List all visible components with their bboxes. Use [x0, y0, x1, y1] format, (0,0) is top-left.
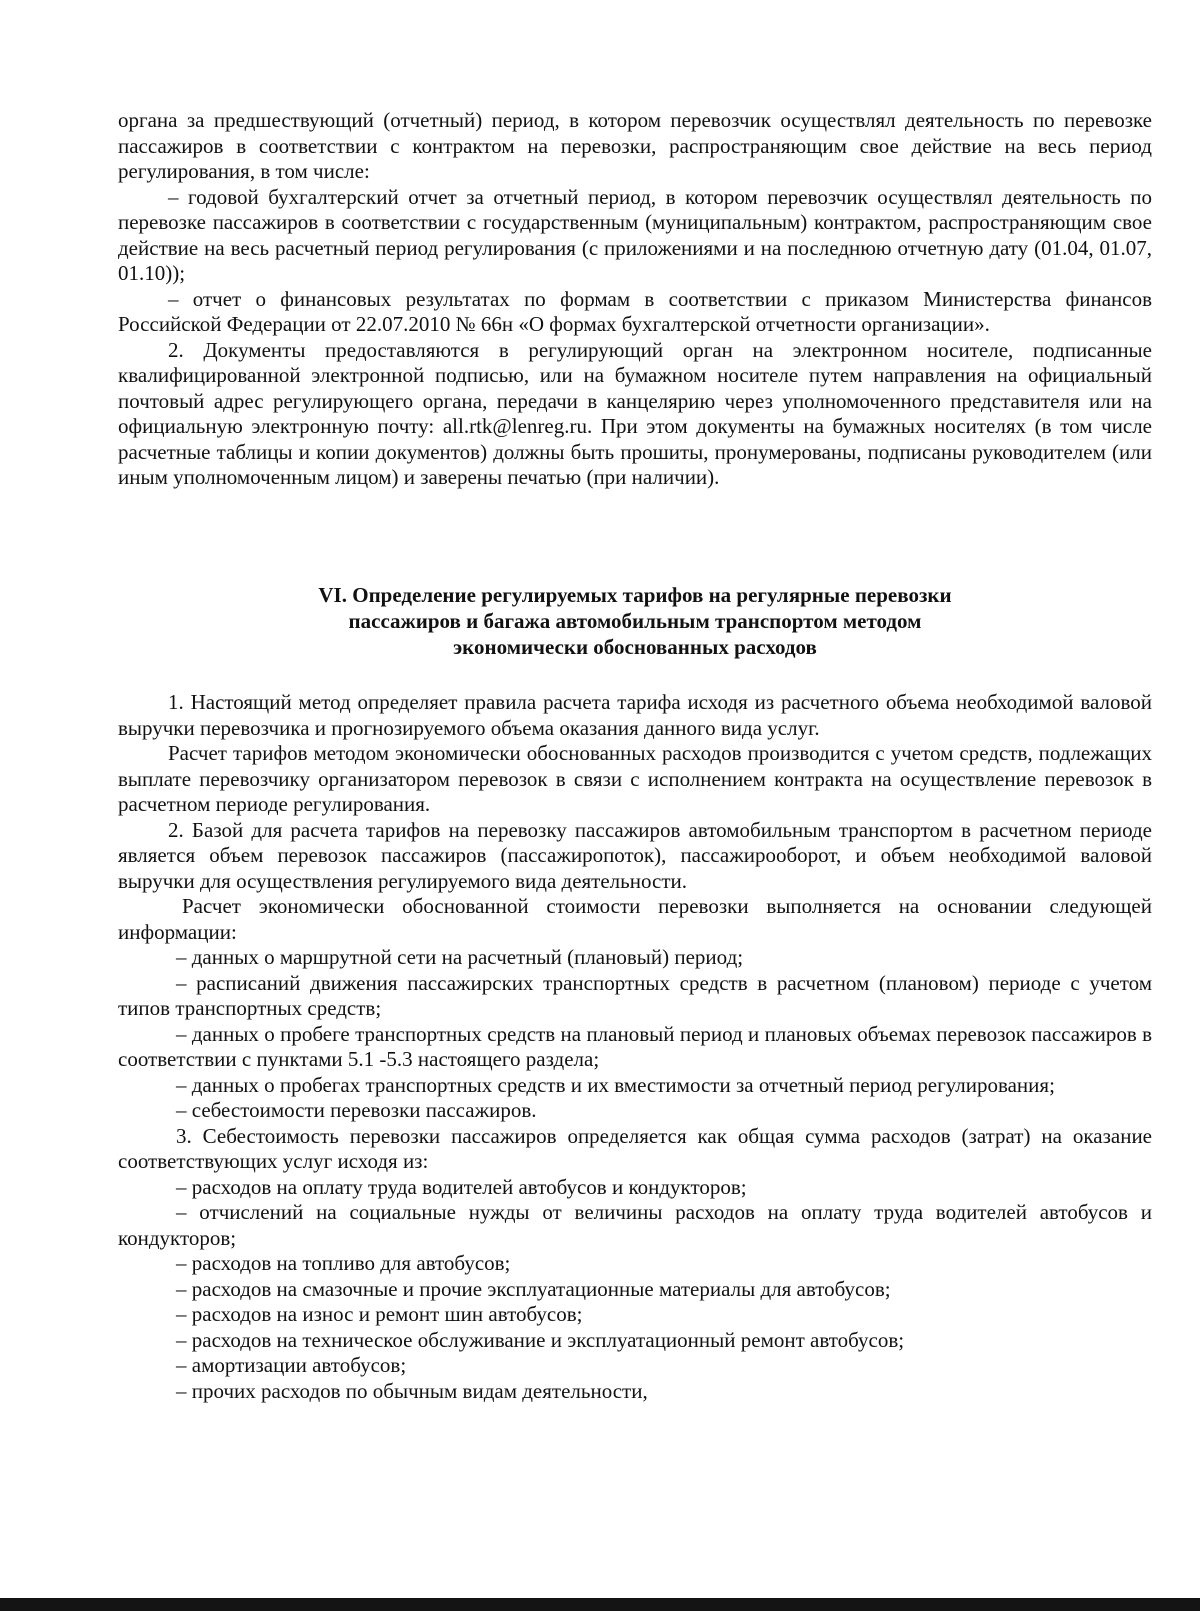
paragraph-document-submission: 2. Документы предоставляются в регулирующий орган на электронном носителе, подписанные квалифицированной электронной подписью, или на бумажном носителе путем направления на официальный почтовый адрес регулирующего органа, передачи в канцелярию через уполномоченного представителя или на официальную электронную почту: all.rtk@lenreg.ru. При этом документы на бумажных носителях (в том числе расчетные таблицы и копии документов) должны быть прошиты, пронумерованы, подписаны руководителем (или иным уполномоченным лицом) и заверены печатью (при наличии). — [118, 337, 1152, 489]
list-item-planned-mileage: – данных о пробеге транспортных средств на плановый период и плановых объемах перевозок пассажиров в соответствии с пунктами 5.1 -5.3 настоящего раздела; — [118, 1021, 1152, 1071]
list-item-depreciation: – амортизации автобусов; — [176, 1353, 407, 1377]
list-item-reported-mileage: – данных о пробегах транспортных средств и их вместимости за отчетный период регулирования; — [176, 1072, 1055, 1097]
paragraph-cost-information: Расчет экономически обоснованной стоимости перевозки выполняется на основании следующей информации: — [118, 894, 1152, 944]
list-item-fuel: – расходов на топливо для автобусов; — [176, 1251, 511, 1275]
paragraph-annual-report: – годовой бухгалтерский отчет за отчетный период, в котором перевозчик осуществлял деятельность по перевозке пассажиров в соответствии с государственным (муниципальным) контрактом, распространяющим свое действие на весь расчетный период регулирования (с приложениями и на последнюю отчетную дату (01.04, 01.07, 01.10)); — [118, 184, 1152, 285]
list-item-schedules: – расписаний движения пассажирских транспортных средств в расчетном (плановом) периоде с учетом типов транспортных средств; — [118, 970, 1152, 1020]
paragraph-method-definition: 1. Настоящий метод определяет правила расчета тарифа исходя из расчетного объема необходимой валовой выручки перевозчика и прогнозируемого объема оказания данного вида услуг. — [118, 690, 1152, 740]
list-item-lubricants: – расходов на смазочные и прочие эксплуатационные материалы для автобусов; — [176, 1276, 891, 1301]
section-heading-line-1: VI. Определение регулируемых тарифов на регулярные перевозки — [318, 583, 952, 607]
list-item-route-network: – данных о маршрутной сети на расчетный (плановый) период; — [176, 945, 744, 969]
section-heading — [118, 582, 1152, 660]
top-text-block — [118, 108, 1152, 491]
section-heading-line-3: экономически обоснованных расходов — [453, 635, 817, 659]
section-heading-line-2: пассажиров и багажа автомобильным транспортом методом — [348, 609, 922, 633]
list-item-social-contributions: – отчислений на социальные нужды от величины расходов на оплату труда водителей автобусов и кондукторов; — [118, 1200, 1152, 1250]
list-item-cost-price: – себестоимости перевозки пассажиров. — [176, 1098, 537, 1122]
paragraph-reporting-period: органа за предшествующий (отчетный) период, в котором перевозчик осуществлял деятельность по перевозке пассажиров в соответствии с контрактом на перевозки, распространяющим свое действие на весь период регулирования, в том числе: — [118, 108, 1152, 183]
paragraph-cost-price-definition: 3. Себестоимость перевозки пассажиров определяется как общая сумма расходов (затрат) на оказание соответствующих услуг исходя из: — [118, 1123, 1152, 1173]
scan-bottom-edge — [0, 1598, 1200, 1611]
section-text-block — [118, 690, 1152, 1404]
list-item-driver-wages: – расходов на оплату труда водителей автобусов и кондукторов; — [176, 1174, 747, 1199]
list-item-other-expenses: – прочих расходов по обычным видам деятельности, — [176, 1378, 648, 1403]
paragraph-calculation-base: 2. Базой для расчета тарифов на перевозку пассажиров автомобильным транспортом в расчетном периоде является объем перевозок пассажиров (пассажиропоток), пассажирооборот, и объем необходимой валовой выручки для осуществления регулируемого вида деятельности. — [118, 817, 1152, 893]
list-item-maintenance: – расходов на техническое обслуживание и эксплуатационный ремонт автобусов; — [176, 1327, 905, 1352]
paragraph-financial-results: – отчет о финансовых результатах по формам в соответствии с приказом Министерства финансов Российской Федерации от 22.07.2010 № 66н «О формах бухгалтерской отчетности организации». — [118, 286, 1152, 336]
paragraph-tariff-calculation: Расчет тарифов методом экономически обоснованных расходов производится с учетом средств, подлежащих выплате перевозчику организатором перевозок в связи с исполнением контракта на осуществление перевозок в расчетном периоде регулирования. — [118, 741, 1152, 816]
list-item-tires: – расходов на износ и ремонт шин автобусов; — [176, 1302, 583, 1326]
